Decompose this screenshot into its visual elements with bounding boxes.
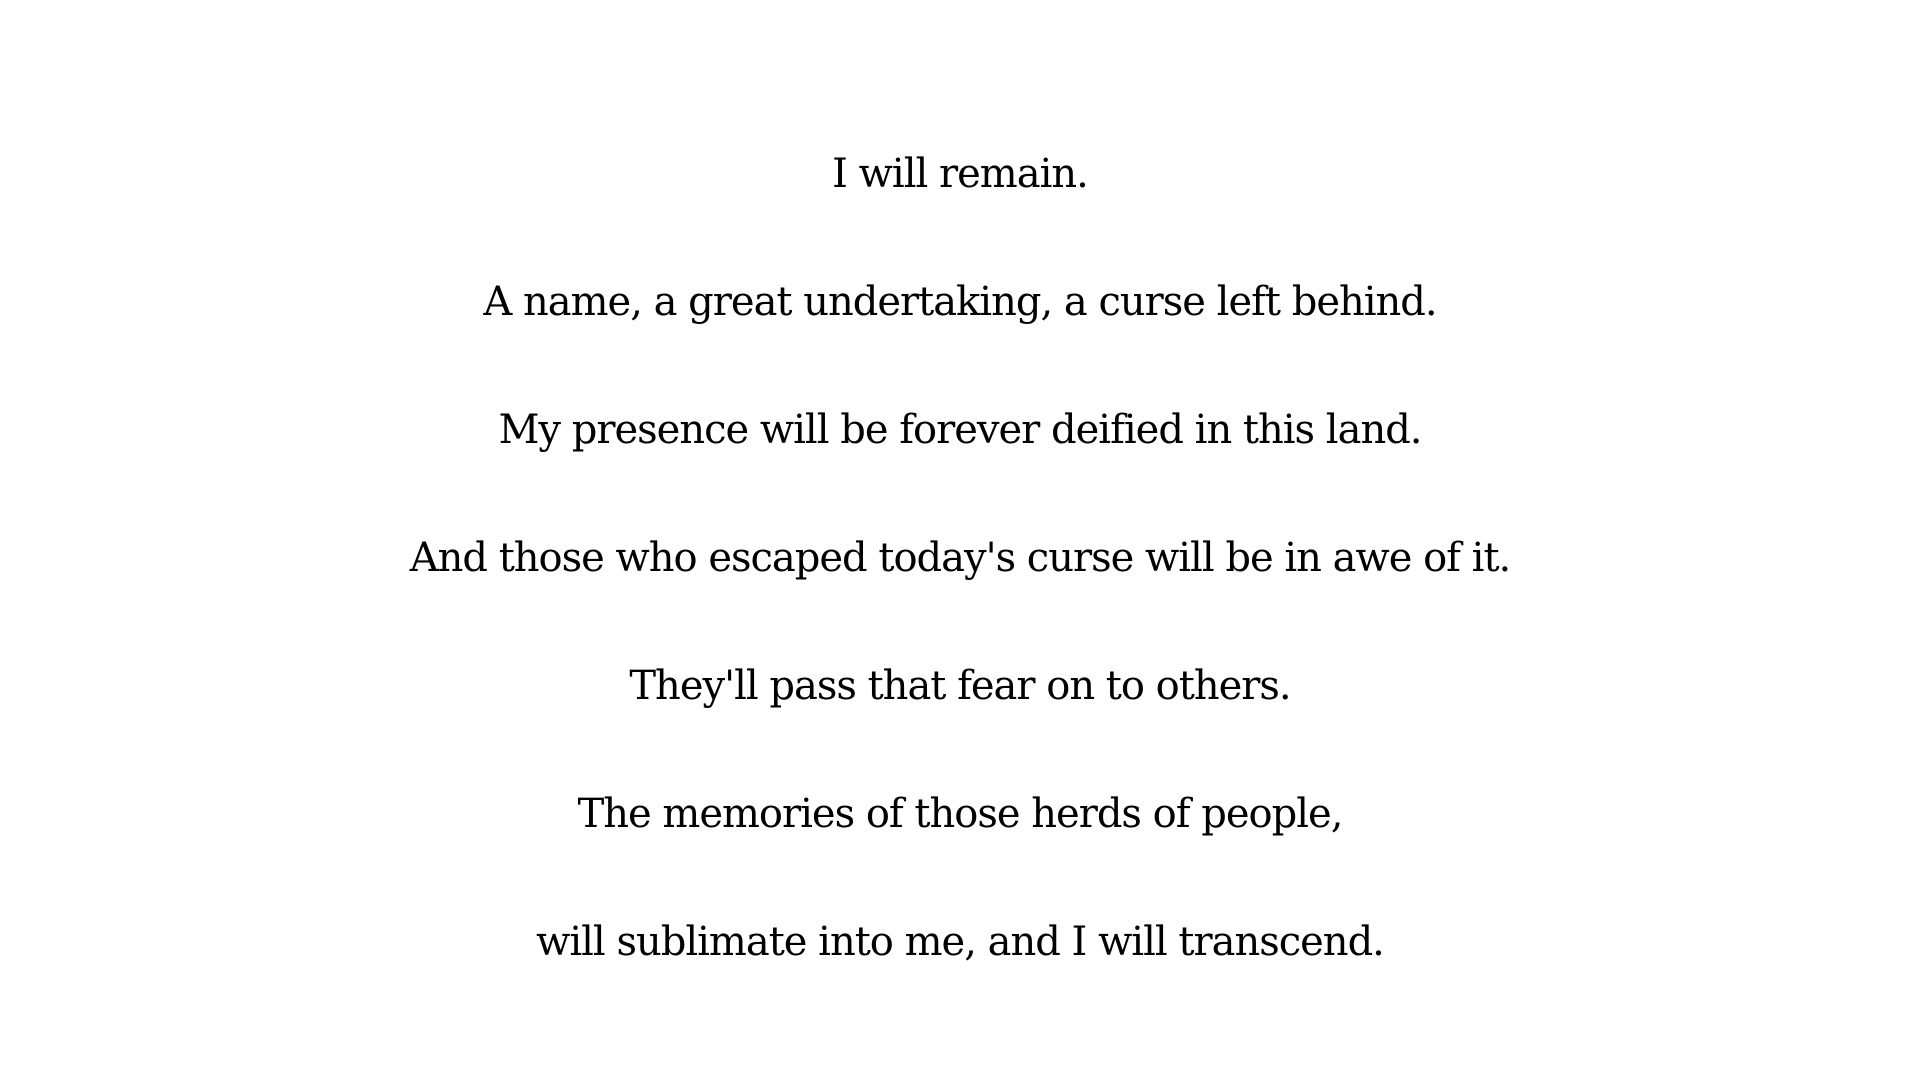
poem-text-block xyxy=(0,110,1920,1006)
poem-line-4: And those who escaped today's curse will be in awe of it. xyxy=(409,535,1511,581)
poem-line-3: My presence will be forever deified in this land. xyxy=(498,407,1422,453)
poem-line-7: will sublimate into me, and I will transcend. xyxy=(536,919,1384,965)
poem-line-5: They'll pass that fear on to others. xyxy=(629,663,1291,709)
poem-line-1: I will remain. xyxy=(832,151,1088,197)
poem-line-2: A name, a great undertaking, a curse left behind. xyxy=(483,279,1437,325)
poem-line-6: The memories of those herds of people, xyxy=(577,791,1343,837)
